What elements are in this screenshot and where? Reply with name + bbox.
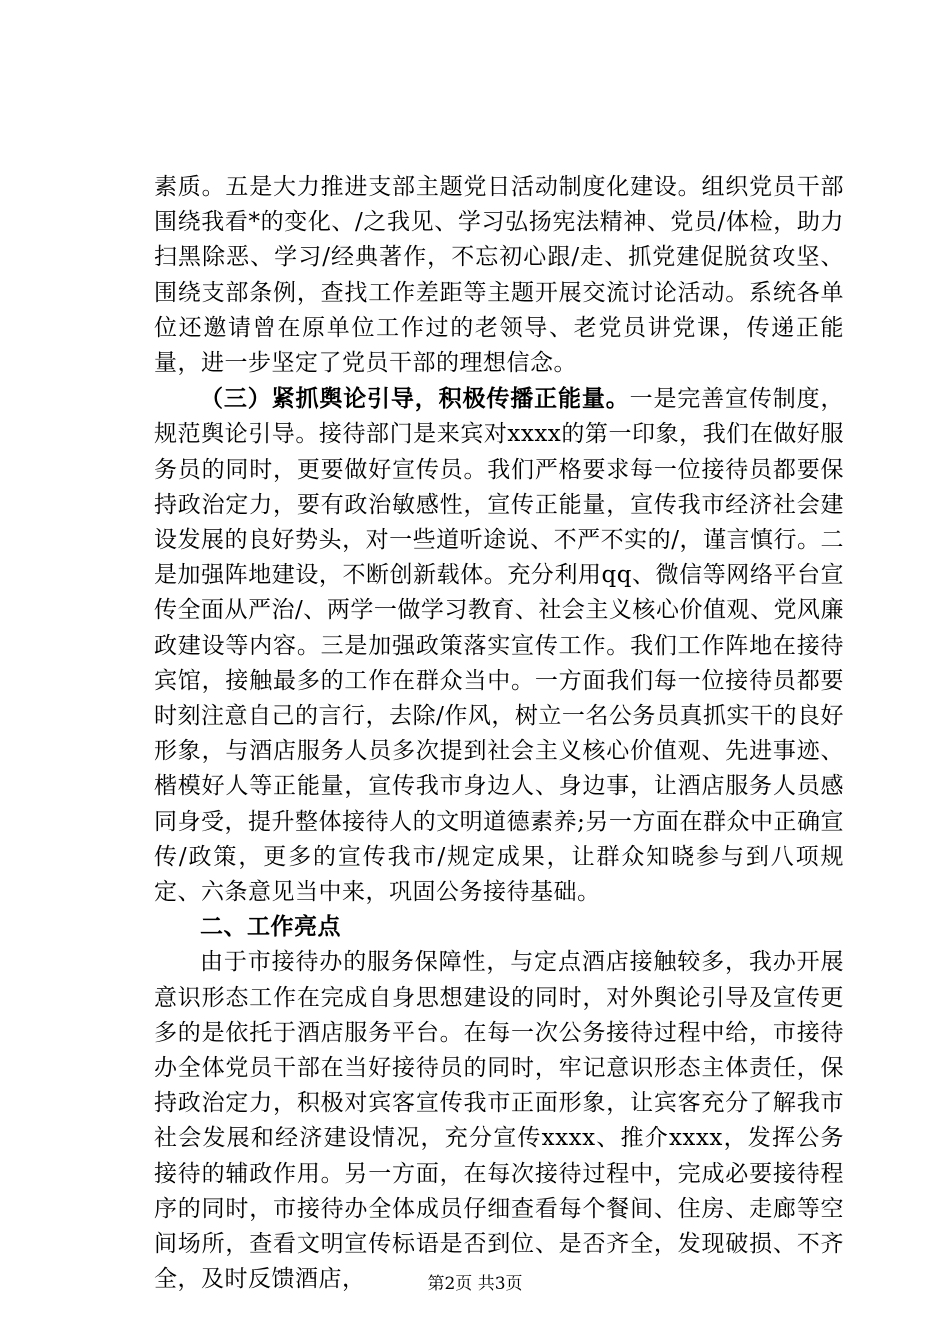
body-paragraph: 素质。五是大力推进支部主题党日活动制度化建设。组织党员干部围绕我看*的变化、/之我见、学习弘扬宪法精神、党员/体检，助力扫黑除恶、学习/经典著作，不忘初心跟/走、抓党建促脱贫攻坚、围绕支部条例，查找工作差距等主题开展交流讨论活动。系统各单位还邀请曾在原单位工作过的老领导、老党员讲党课，传递正能量，进一步坚定了党员干部的理想信念。 (154, 174, 844, 377)
body-paragraph: 由于市接待办的服务保障性，与定点酒店接触较多，我办开展意识形态工作在完成自身思想建设的同时，对外舆论引导及宣传更多的是依托于酒店服务平台。在每一次公务接待过程中给，市接待办全体党员干部在当好接待员的同时，牢记意识形态主体责任，保持政治定力，积极对宾客宣传我市正面形象，让宾客充分了解我市社会发展和经济建设情况，充分宣传xxxx、推介xxxx，发挥公务接待的辅政作用。另一方面，在每次接待过程中，完成必要接待程序的同时，市接待办全体成员仔细查看每个餐间、住房、走廊等空间场所，查看文明宣传标语是否到位、是否齐全，发现破损、不齐全，及时反馈酒店， (154, 949, 844, 1293)
section-title: （三）紧抓舆论引导，积极传播正能量。 (200, 385, 630, 413)
document-body (154, 170, 844, 1298)
section-body: 一是完善宣传制度，规范舆论引导。接待部门是来宾对xxxx的第一印象，我们在做好服务员的同时，更要做好宣传员。我们严格要求每一位接待员都要保持政治定力，要有政治敏感性，宣传正能量，宣传我市经济社会建设发展的良好势头，对一些道听途说、不严不实的/，谨言慎行。二是加强阵地建设，不断创新载体。充分利用qq、微信等网络平台宣传全面从严治/、两学一做学习教育、社会主义核心价值观、党风廉政建设等内容。三是加强政策落实宣传工作。我们工作阵地在接待宾馆，接触最多的工作在群众当中。一方面我们每一位接待员都要时刻注意自己的言行，去除/作风，树立一名公务员真抓实干的良好形象，与酒店服务人员多次提到社会主义核心价值观、先进事迹、楷模好人等正能量，宣传我市身边人、身边事，让酒店服务人员感同身受，提升整体接待人的文明道德素养;另一方面在群众中正确宣传/政策，更多的宣传我市/规定成果，让群众知晓参与到八项规定、六条意见当中来，巩固公务接待基础。 (154, 386, 845, 906)
section-paragraph (154, 381, 844, 910)
page-footer: 第2页 共3页 (427, 1274, 523, 1294)
section-heading: 二、工作亮点 (200, 914, 341, 941)
